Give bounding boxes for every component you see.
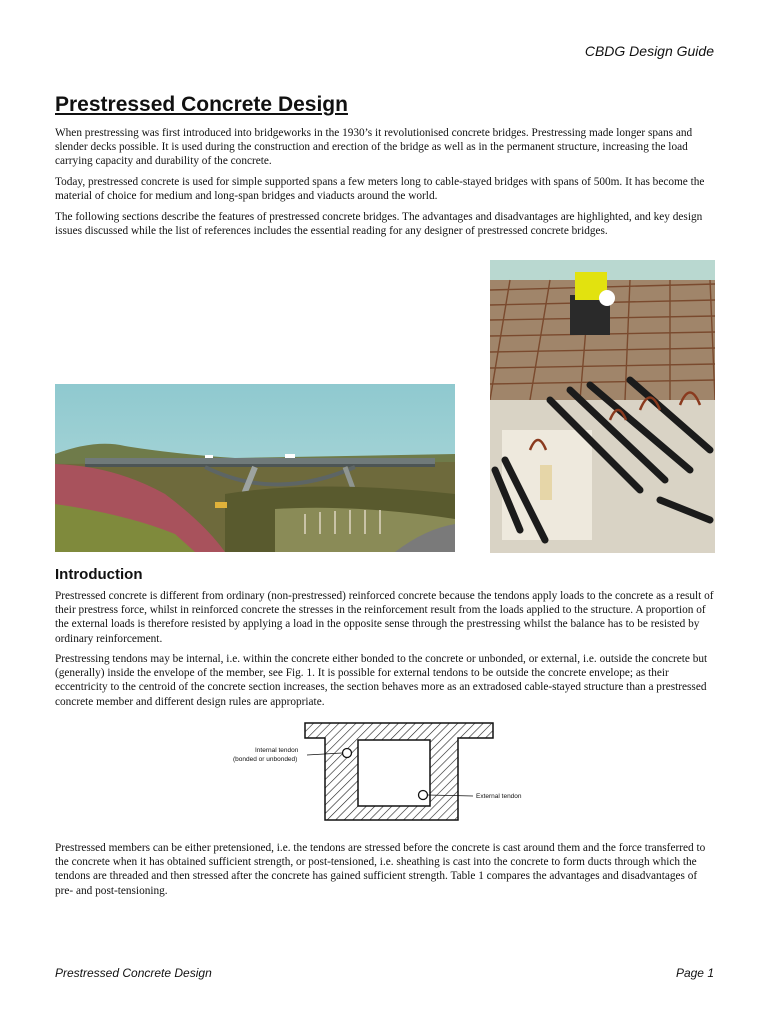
section-paragraph-1: Prestressed concrete is different from ordinary (non-prestressed) reinforced concrete because the tendons apply loads to the concrete as a result of their prestress force, whilst in reinforced concrete the stresses in the reinforcement result from the loads applied to the structure. A proportion of the external loads is therefore resisted by applying a load in the opposite sense through the prestressing whilst the balance has to be resisted by ordinary reinforcement. bbox=[55, 590, 714, 645]
section-paragraph-3: Prestressed members can be either pretensioned, i.e. the tendons are stressed before the concrete is cast around them and the force transferred to the concrete when it has obtained sufficient strength, or post-tensioned, i.e. sheathing is cast into the concrete to form ducts through which the tendons are threaded and then stressed after the concrete has gained sufficient strength. Table 1 compares the advantages and disadvantages of pre- and post-tensioning. bbox=[55, 842, 706, 897]
reinforcement-photo bbox=[490, 260, 715, 553]
bridge-photo bbox=[55, 384, 455, 552]
bridge-photo-illustration bbox=[55, 384, 455, 552]
external-tendon-marker bbox=[419, 791, 428, 800]
running-footer-title: Prestressed Concrete Design bbox=[55, 966, 212, 980]
reinforcement-photo-illustration bbox=[490, 260, 715, 553]
running-header: CBDG Design Guide bbox=[584, 43, 714, 59]
tendon-cross-section-figure bbox=[225, 718, 545, 828]
page-number: Page 1 bbox=[675, 966, 714, 980]
box-girder-diagram bbox=[225, 718, 545, 828]
external-tendon-label: External tendon bbox=[476, 793, 522, 800]
page-title: Prestressed Concrete Design bbox=[55, 93, 348, 116]
intro-paragraph-2: Today, prestressed concrete is used for simple supported spans a few meters long to cable-stayed bridges with spans of 500m. It has become the material of choice for medium and long-span bridges and viaducts around the world. bbox=[55, 176, 705, 203]
section-paragraph-2: Prestressing tendons may be internal, i.e. within the concrete either bonded to the concrete or unbonded, or external, i.e. outside the concrete but (generally) inside the envelope of the member, see Fig. 1. It is possible for external tendons to be outside the concrete envelope; as their eccentricity to the centroid of the concrete section increases, the section behaves more as an extradosed cable-stayed structure than a prestressed concrete member and different design rules are appropriate. bbox=[55, 653, 708, 708]
section-heading-introduction: Introduction bbox=[55, 566, 143, 583]
internal-tendon-marker bbox=[343, 749, 352, 758]
internal-tendon-sublabel: (bonded or unbonded) bbox=[233, 756, 298, 763]
intro-paragraph-1: When prestressing was first introduced into bridgeworks in the 1930’s it revolutionised concrete bridges. Prestressing made longer spans and slender decks possible. It is used during the construction and erection of the bridge as well as in the permanent structure, increasing the load carrying capacity and durability of the concrete. bbox=[55, 127, 693, 168]
internal-tendon-label: Internal tendon bbox=[255, 747, 299, 754]
intro-paragraph-3: The following sections describe the features of prestressed concrete bridges. The advantages and disadvantages are highlighted, and key design issues discussed while the list of references includes the essential reading for any designer of prestressed concrete bridges. bbox=[55, 211, 703, 238]
